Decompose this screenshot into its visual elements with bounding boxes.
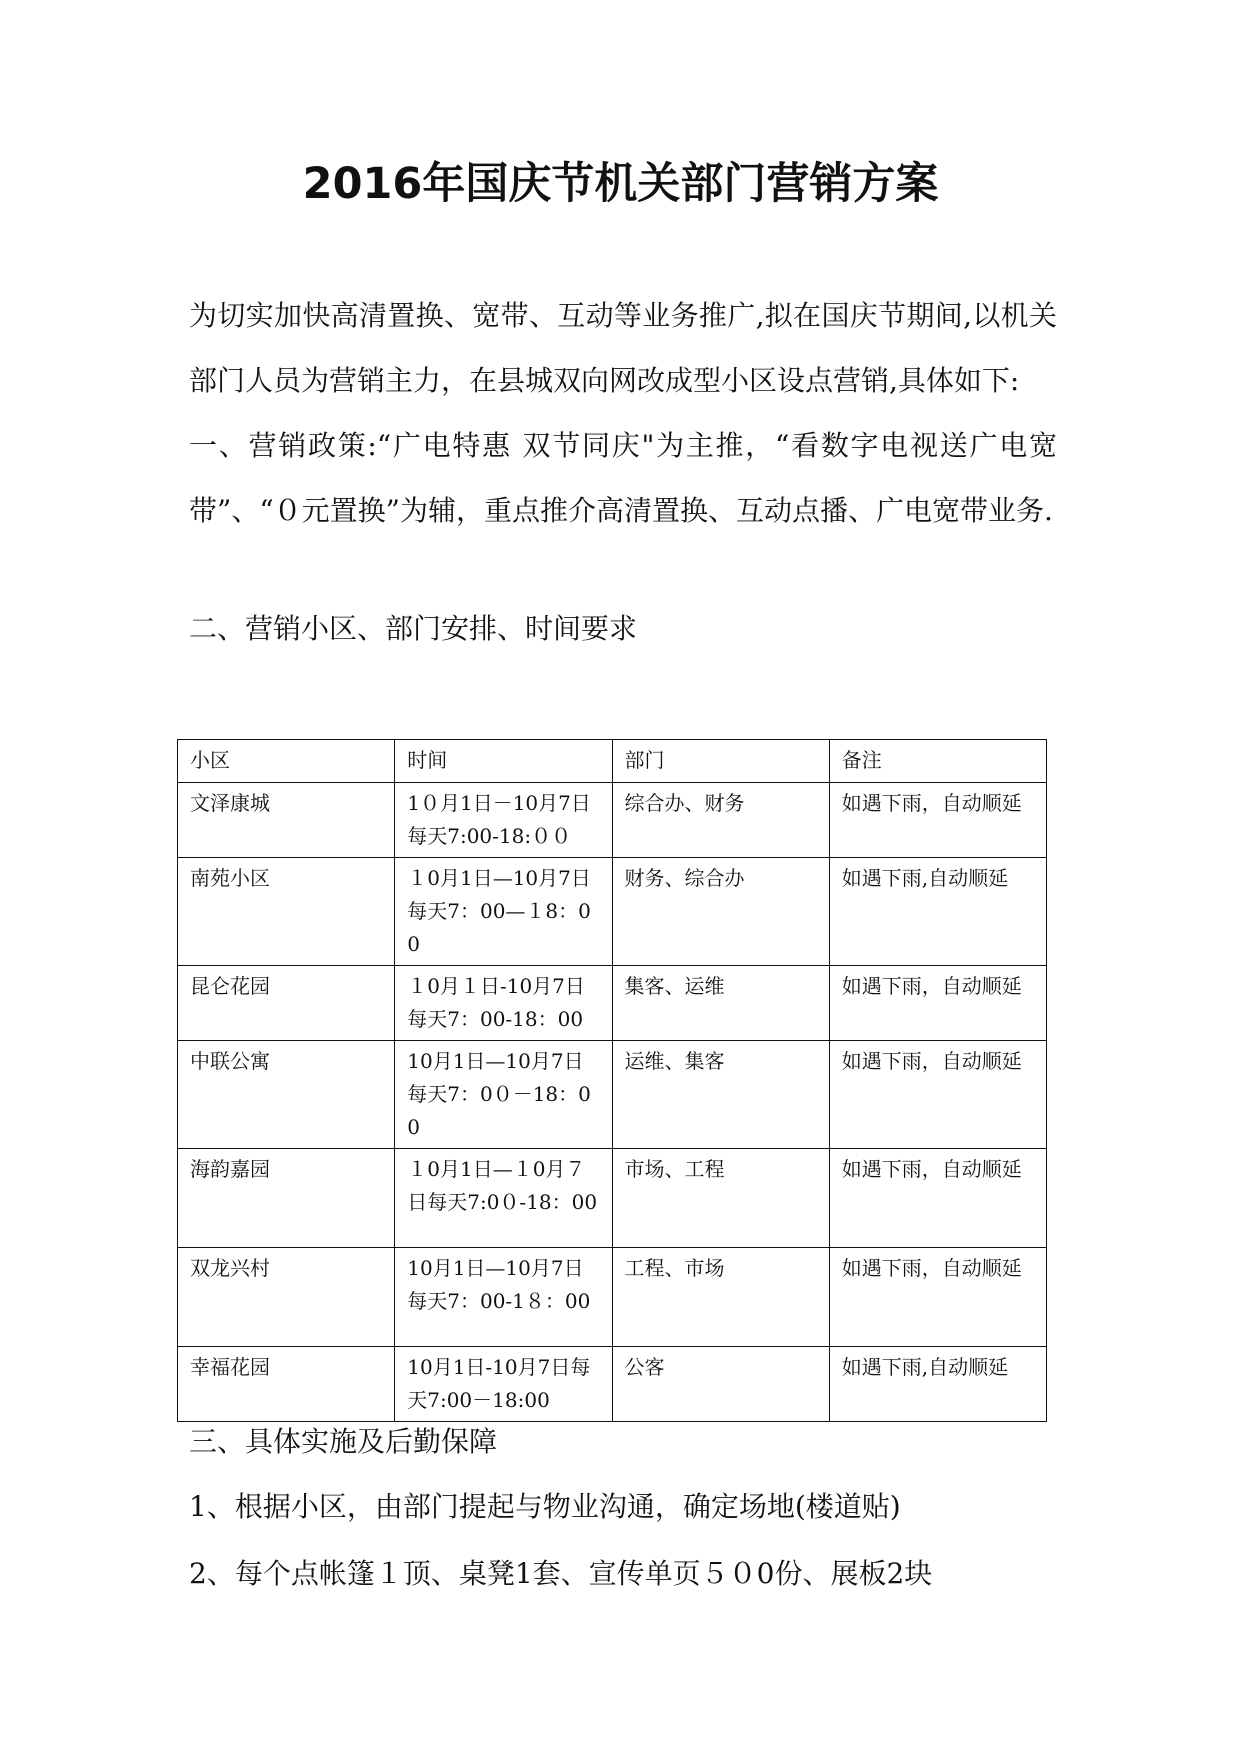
table-cell-remark: 如遇下雨，自动顺延 — [829, 783, 1046, 858]
table-row — [178, 858, 1047, 966]
table-cell-remark: 如遇下雨，自动顺延 — [829, 1248, 1046, 1347]
table-row — [178, 783, 1047, 858]
logistics-item-1: 1、根据小区，由部门提起与物业沟通，确定场地(楼道贴) — [189, 1490, 901, 1523]
table-cell-community: 南苑小区 — [178, 858, 395, 966]
table-cell-community: 幸福花园 — [178, 1347, 395, 1422]
table-cell-time: １0月１日-10月7日每天7：00-18：00 — [395, 966, 612, 1041]
table-cell-department: 公客 — [612, 1347, 829, 1422]
table-cell-remark: 如遇下雨,自动顺延 — [829, 1347, 1046, 1422]
table-cell-time: 1０月1日－10月7日每天7:00-18:００ — [395, 783, 612, 858]
document-title: 2016年国庆节机关部门营销方案 — [302, 159, 939, 209]
table-cell-community: 文泽康城 — [178, 783, 395, 858]
table-cell-community: 海韵嘉园 — [178, 1149, 395, 1248]
table-cell-remark: 如遇下雨,自动顺延 — [829, 858, 1046, 966]
logistics-item-2: 2、每个点帐篷１顶、桌凳1套、宣传单页５０0份、展板2块 — [189, 1557, 933, 1590]
table-cell-department: 财务、综合办 — [612, 858, 829, 966]
table-cell-department: 集客、运维 — [612, 966, 829, 1041]
table-cell-remark: 如遇下雨，自动顺延 — [829, 966, 1046, 1041]
table-header-row — [178, 740, 1047, 783]
table-row — [178, 1248, 1047, 1347]
table-cell-community: 双龙兴村 — [178, 1248, 395, 1347]
table-cell-department: 综合办、财务 — [612, 783, 829, 858]
table-header-cell-time: 时间 — [395, 740, 612, 783]
table-cell-remark: 如遇下雨，自动顺延 — [829, 1149, 1046, 1248]
table-cell-time: 10月1日—10月7日每天7：00-1８：00 — [395, 1248, 612, 1347]
table-header-cell-remark: 备注 — [829, 740, 1046, 783]
table-cell-department: 市场、工程 — [612, 1149, 829, 1248]
table-cell-community: 中联公寓 — [178, 1041, 395, 1149]
document-body — [189, 283, 1057, 543]
marketing-policy-paragraph: 一、营销政策:“广电特惠 双节同庆"为主推，“看数字电视送广电宽带”、“０元置换”为辅，重点推介高清置换、互动点播、广电宽带业务. — [189, 429, 1057, 527]
table-cell-community: 昆仑花园 — [178, 966, 395, 1041]
table-header-cell-community: 小区 — [178, 740, 395, 783]
section-three-heading: 三、具体实施及后勤保障 — [189, 1425, 498, 1458]
table-cell-department: 工程、市场 — [612, 1248, 829, 1347]
table-row — [178, 966, 1047, 1041]
table-row — [178, 1149, 1047, 1248]
table-cell-department: 运维、集客 — [612, 1041, 829, 1149]
table-cell-time: １0月1日—１0月７日每天7:0０-18：00 — [395, 1149, 612, 1248]
table-header-cell-department: 部门 — [612, 740, 829, 783]
table-cell-remark: 如遇下雨，自动顺延 — [829, 1041, 1046, 1149]
table-cell-time: 10月1日-10月7日每天7:00－18:00 — [395, 1347, 612, 1422]
table-cell-time: １0月1日—10月7日每天7：00—１8：00 — [395, 858, 612, 966]
schedule-table — [177, 739, 1047, 1422]
intro-paragraph: 为切实加快高清置换、宽带、互动等业务推广,拟在国庆节期间,以机关部门人员为营销主力，在县城双向网改成型小区设点营销,具体如下: — [189, 299, 1057, 397]
section-two-heading: 二、营销小区、部门安排、时间要求 — [189, 612, 638, 645]
table-cell-time: 10月1日—10月7日每天7：0０－18：00 — [395, 1041, 612, 1149]
table-row — [178, 1041, 1047, 1149]
table-row — [178, 1347, 1047, 1422]
